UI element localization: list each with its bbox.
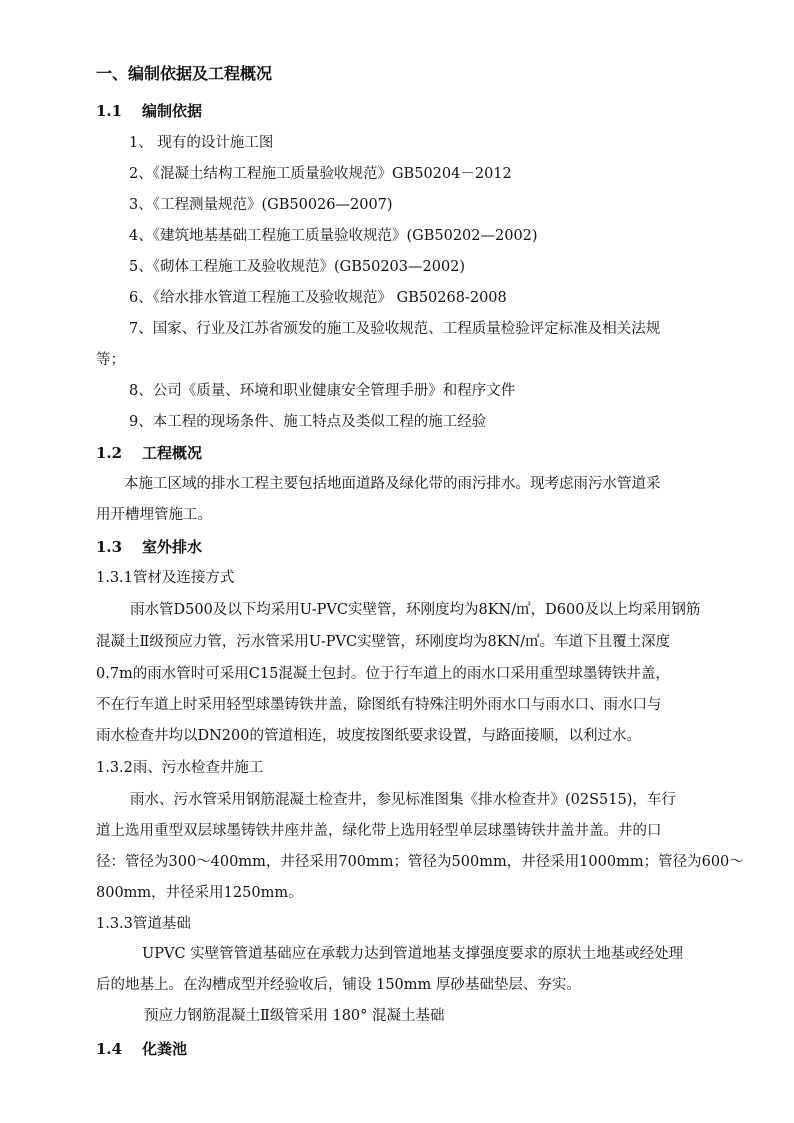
subsection-1-3-2-title: 1.3.2雨、污水检查井施工 xyxy=(96,760,264,776)
basis-item-3: 3、《工程测量规范》(GB50026—2007) xyxy=(129,197,393,213)
basis-item-2: 2、《混凝土结构工程施工质量验收规范》GB50204－2012 xyxy=(129,166,512,182)
s131-line-5: 雨水检查井均以DN200的管道相连，坡度按图纸要求设置，与路面接顺，以利过水。 xyxy=(96,728,641,744)
section-1-4-heading xyxy=(96,1039,187,1059)
overview-line-1: 本施工区域的排水工程主要包括地面道路及绿化带的雨污排水。现考虑雨污水管道采 xyxy=(124,476,661,492)
basis-item-6: 6、《给水排水管道工程施工及验收规范》 GB50268-2008 xyxy=(129,290,507,306)
subsection-1-3-1-title: 1.3.1管材及连接方式 xyxy=(96,570,235,586)
s133-line-2: 后的地基上。在沟槽成型并经验收后，铺设 150mm 厚砂基础垫层、夯实。 xyxy=(96,977,581,993)
s131-line-2: 混凝土Ⅱ级预应力管，污水管采用U-PVC实壁管，环刚度均为8KN/㎡。车道下且覆土深度 xyxy=(96,634,671,650)
s132-line-2: 道上选用重型双层球墨铸铁井座井盖，绿化带上选用轻型单层球墨铸铁井盖井盖。井的口 xyxy=(96,823,662,839)
section-title: 编制依据 xyxy=(142,102,203,120)
section-number: 1.1 xyxy=(96,102,123,120)
basis-item-9: 9、本工程的现场条件、施工特点及类似工程的施工经验 xyxy=(129,414,487,430)
section-1-1-heading xyxy=(96,101,202,121)
s133-line-1: UPVC 实壁管管道基础应在承载力达到管道地基支撑强度要求的原状土地基或经处理 xyxy=(142,946,684,962)
s131-line-3: 0.7m的雨水管时可采用C15混凝土包封。位于行车道上的雨水口采用重型球墨铸铁井盖， xyxy=(96,666,670,682)
s132-line-3: 径：管径为300～400mm，井径采用700mm；管径为500mm，井径采用1000mm；管径为600～ xyxy=(96,854,744,870)
basis-item-1: 1、 现有的设计施工图 xyxy=(129,135,274,151)
section-title: 室外排水 xyxy=(142,538,203,556)
s132-line-4: 800mm，井径采用1250mm。 xyxy=(96,885,303,901)
basis-item-8: 8、公司《质量、环境和职业健康安全管理手册》和程序文件 xyxy=(129,383,516,399)
s133-line-3: 预应力钢筋混凝土Ⅱ级管采用 180° 混凝土基础 xyxy=(144,1008,445,1024)
s131-line-1: 雨水管D500及以下均采用U-PVC实壁管，环刚度均为8KN/㎡，D600及以上均采用钢筋 xyxy=(130,602,701,618)
basis-item-7-cont: 等； xyxy=(96,352,125,368)
subsection-1-3-3-title: 1.3.3管道基础 xyxy=(96,916,191,932)
section-number: 1.3 xyxy=(96,538,123,556)
s132-line-1: 雨水、污水管采用钢筋混凝土检查井，参见标准图集《排水检查井》(02S515)，车行 xyxy=(130,792,676,808)
overview-line-2: 用开槽埋管施工。 xyxy=(96,507,212,523)
section-title: 化粪池 xyxy=(142,1040,188,1058)
section-title: 工程概况 xyxy=(142,444,203,462)
basis-item-5: 5、《砌体工程施工及验收规范》(GB50203—2002) xyxy=(129,259,466,275)
section-number: 1.4 xyxy=(96,1040,123,1058)
s131-line-4: 不在行车道上时采用轻型球墨铸铁井盖，除图纸有特殊注明外雨水口与雨水口、雨水口与 xyxy=(96,697,662,713)
basis-item-4: 4、《建筑地基基础工程施工质量验收规范》(GB50202—2002) xyxy=(129,228,538,244)
section-1-2-heading xyxy=(96,443,202,463)
section-1-3-heading xyxy=(96,537,202,557)
basis-item-7: 7、国家、行业及江苏省颁发的施工及验收规范、工程质量检验评定标准及相关法规 xyxy=(129,321,661,337)
section-number: 1.2 xyxy=(96,444,123,462)
heading-1: 一、编制依据及工程概况 xyxy=(96,64,273,83)
